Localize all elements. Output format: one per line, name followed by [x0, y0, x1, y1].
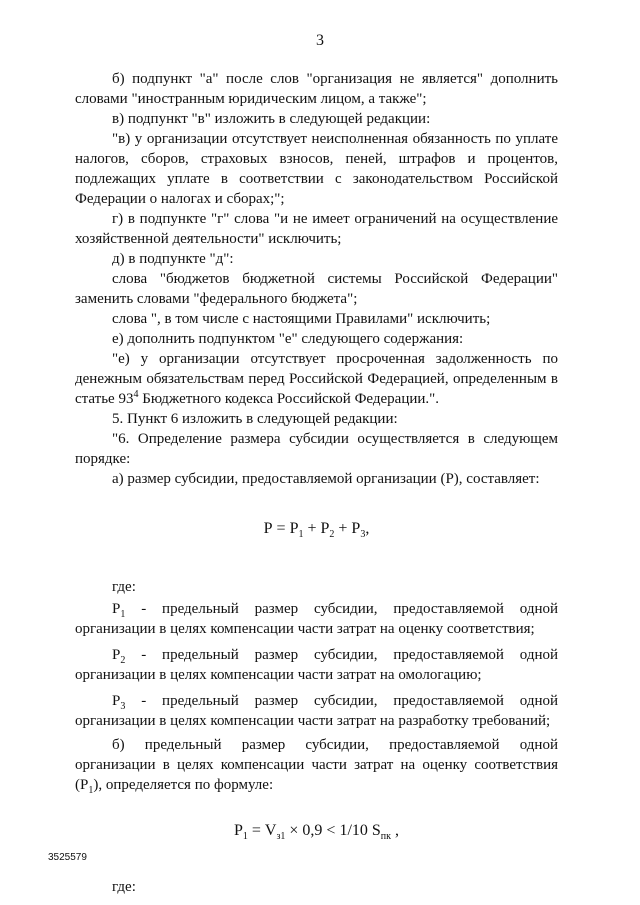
article-superscript: 4 [133, 389, 139, 400]
paragraph-d-words1: слова "бюджетов бюджетной системы Российской Федерации" заменить словами "федерального бюджета"; [75, 271, 558, 307]
paragraph-e-text: "е) у организации отсутствует просроченная задолженность по денежным обязательствам перед Российской Федерацией, определенным в статье $93^4$ Бюджетного кодекса Российской Федерации.". [75, 351, 558, 407]
formula-p1: $Р_1 = V_{з1} \times 0,9 < 1/10$ $S_{пк}$ , [233, 822, 400, 843]
paragraph-a: а) размер субсидии, предоставляемой организации (Р), составляет: [112, 471, 540, 487]
where-label: где: [112, 579, 136, 595]
paragraph-item-6: "6. Определение размера субсидии осуществляется в следующем порядке: [75, 431, 558, 467]
definition-p1: $Р_1$ - предельный размер субсидии, предоставляемой одной организации в целях компенсации части затрат на оценку соответствия; [75, 601, 558, 637]
paragraph-e: е) дополнить подпунктом "е" следующего содержания: [112, 331, 464, 347]
definition-p3: $Р_3$ - предельный размер субсидии, предоставляемой одной организации в целях компенсации части затрат на разработку требований; [75, 693, 558, 729]
paragraph-g: г) в подпункте "г" слова "и не имеет ограничений на осуществление хозяйственной деятельности" исключить; [75, 211, 558, 247]
paragraph-b: б) подпункт "а" после слов "организация не является" дополнить словами "иностранным юридическим лицом, а также"; [75, 71, 558, 107]
paragraph-d-words2: слова ", в том числе с настоящими Правилами" исключить; [112, 311, 491, 327]
paragraph-v-text: "в) у организации отсутствует неисполненная обязанность по уплате налогов, сборов, страховых взносов, пеней, штрафов и процентов, подлежащих уплате в соответствии с законодательством Российской Федерации о налогах и сборах;"; [75, 131, 558, 207]
definition-p2: $Р_2$ - предельный размер субсидии, предоставляемой одной организации в целях компенсации части затрат на омологацию; [75, 647, 558, 683]
page-number: 3 [316, 32, 324, 49]
formula-total-subsidy: $Р = Р_1 + Р_2 + Р_3$, [263, 520, 370, 541]
document-code: 3525579 [48, 852, 87, 863]
paragraph-item-5: 5. Пункт 6 изложить в следующей редакции: [112, 411, 398, 427]
document-body [75, 69, 558, 897]
paragraph-d: д) в подпункте "д": [112, 251, 234, 267]
paragraph-v: в) подпункт "в" изложить в следующей редакции: [112, 111, 431, 127]
paragraph-b-formula: б) предельный размер субсидии, предоставляемой одной организации в целях компенсации части затрат на оценку соответствия $(Р_1)$, определяется по формуле: [75, 737, 558, 796]
where-label-2: где: [112, 879, 136, 895]
